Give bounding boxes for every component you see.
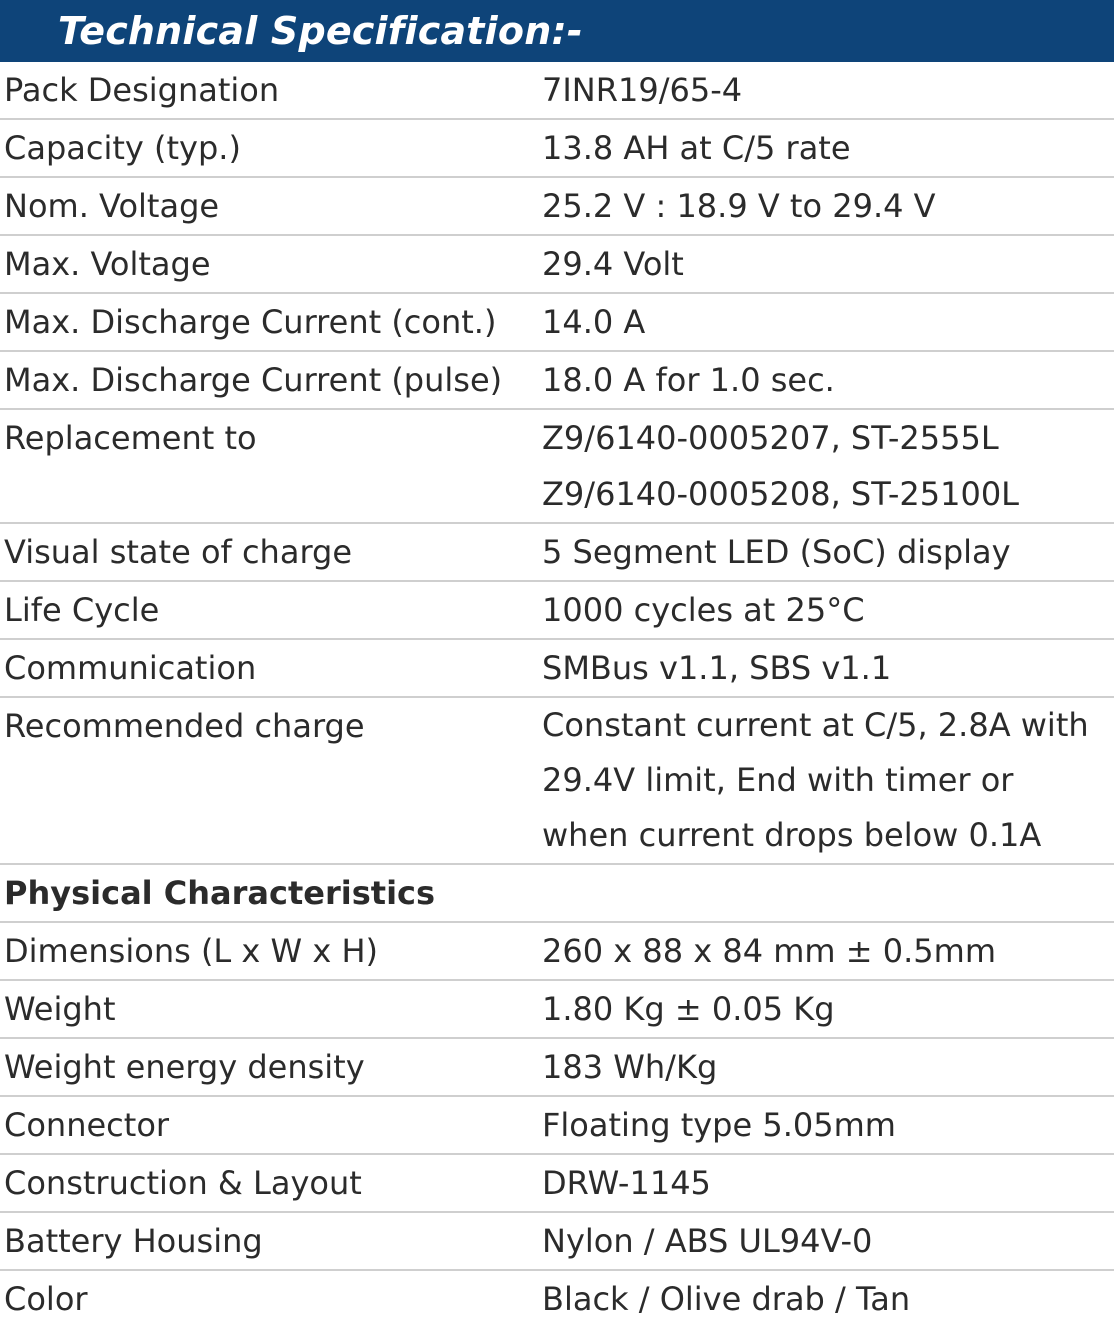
spec-label: Max. Voltage bbox=[4, 245, 211, 283]
spec-value-line: Constant current at C/5, 2.8A with bbox=[542, 706, 1089, 744]
spec-value-line: 7INR19/65-4 bbox=[542, 71, 743, 109]
spec-value-line: DRW-1145 bbox=[542, 1164, 711, 1202]
spec-label: Max. Discharge Current (pulse) bbox=[4, 361, 503, 399]
spec-value-line: 29.4V limit, End with timer or bbox=[542, 761, 1014, 799]
spec-label: Capacity (typ.) bbox=[4, 129, 241, 167]
spec-value bbox=[542, 524, 1114, 580]
spec-value-line: 14.0 A bbox=[542, 303, 646, 341]
spec-label: Weight energy density bbox=[4, 1048, 365, 1086]
spec-row-weight bbox=[0, 981, 1114, 1039]
spec-value bbox=[542, 62, 1114, 118]
spec-row-replacement bbox=[0, 410, 1114, 524]
spec-label: Dimensions (L x W x H) bbox=[4, 932, 378, 970]
spec-value bbox=[542, 923, 1114, 979]
spec-value bbox=[542, 640, 1114, 696]
physical-characteristics-heading bbox=[0, 865, 1114, 923]
spec-value bbox=[542, 178, 1114, 234]
spec-value-line: Nylon / ABS UL94V-0 bbox=[542, 1222, 873, 1260]
spec-label: Replacement to bbox=[4, 419, 257, 457]
spec-label: Connector bbox=[4, 1106, 170, 1144]
spec-label: Max. Discharge Current (cont.) bbox=[4, 303, 497, 341]
spec-row-life-cycle bbox=[0, 582, 1114, 640]
spec-value-line: 13.8 AH at C/5 rate bbox=[542, 129, 851, 167]
spec-value-line: Black / Olive drab / Tan bbox=[542, 1280, 911, 1318]
spec-value-line: Floating type 5.05mm bbox=[542, 1106, 896, 1144]
spec-value-line: Z9/6140-0005207, ST-2555L bbox=[542, 419, 999, 457]
spec-value-line: 183 Wh/Kg bbox=[542, 1048, 718, 1086]
spec-value bbox=[542, 582, 1114, 638]
spec-label: Construction & Layout bbox=[4, 1164, 362, 1202]
spec-row-recommended-charge bbox=[0, 698, 1114, 865]
spec-label: Visual state of charge bbox=[4, 533, 353, 571]
spec-value-line: 1000 cycles at 25°C bbox=[542, 591, 865, 629]
spec-row-dimensions bbox=[0, 923, 1114, 981]
spec-row-communication bbox=[0, 640, 1114, 698]
spec-row-max-voltage bbox=[0, 236, 1114, 294]
spec-value-line: when current drops below 0.1A bbox=[542, 816, 1042, 854]
spec-value-line: 25.2 V : 18.9 V to 29.4 V bbox=[542, 187, 936, 225]
spec-row-construction-layout bbox=[0, 1155, 1114, 1213]
title-bar bbox=[0, 0, 1114, 62]
spec-value bbox=[542, 1271, 1114, 1329]
spec-row-max-discharge-pulse bbox=[0, 352, 1114, 410]
spec-row-connector bbox=[0, 1097, 1114, 1155]
spec-row-visual-soc bbox=[0, 524, 1114, 582]
spec-label: Battery Housing bbox=[4, 1222, 263, 1260]
section-heading-label: Physical Characteristics bbox=[4, 874, 436, 912]
spec-row-capacity bbox=[0, 120, 1114, 178]
spec-value-line: 260 x 88 x 84 mm ± 0.5mm bbox=[542, 932, 996, 970]
spec-row-weight-energy-density bbox=[0, 1039, 1114, 1097]
spec-label: Recommended charge bbox=[4, 707, 365, 745]
spec-value bbox=[542, 236, 1114, 292]
spec-value-line: 5 Segment LED (SoC) display bbox=[542, 533, 1011, 571]
spec-value bbox=[542, 981, 1114, 1037]
spec-label: Color bbox=[4, 1280, 88, 1318]
spec-value bbox=[542, 352, 1114, 408]
spec-value bbox=[542, 410, 1114, 522]
page-title: Technical Specification:- bbox=[58, 9, 583, 53]
spec-row-color bbox=[0, 1271, 1114, 1329]
spec-value-line: 29.4 Volt bbox=[542, 245, 684, 283]
spec-value-line: 1.80 Kg ± 0.05 Kg bbox=[542, 990, 835, 1028]
spec-value bbox=[542, 1213, 1114, 1269]
spec-value bbox=[542, 294, 1114, 350]
spec-value bbox=[542, 1039, 1114, 1095]
spec-value-line: SMBus v1.1, SBS v1.1 bbox=[542, 649, 892, 687]
spec-table bbox=[0, 62, 1114, 1329]
spec-row-nom-voltage bbox=[0, 178, 1114, 236]
spec-row-max-discharge-cont bbox=[0, 294, 1114, 352]
spec-value bbox=[542, 120, 1114, 176]
spec-value-line: 18.0 A for 1.0 sec. bbox=[542, 361, 835, 399]
spec-value bbox=[542, 1155, 1114, 1211]
spec-value bbox=[542, 1097, 1114, 1153]
spec-label: Weight bbox=[4, 990, 116, 1028]
spec-row-battery-housing bbox=[0, 1213, 1114, 1271]
spec-label: Life Cycle bbox=[4, 591, 160, 629]
spec-label: Pack Designation bbox=[4, 71, 280, 109]
spec-value bbox=[542, 698, 1114, 863]
spec-label: Communication bbox=[4, 649, 257, 687]
spec-row-pack-designation bbox=[0, 62, 1114, 120]
spec-value-line: Z9/6140-0005208, ST-25100L bbox=[542, 475, 1019, 513]
spec-label: Nom. Voltage bbox=[4, 187, 220, 225]
